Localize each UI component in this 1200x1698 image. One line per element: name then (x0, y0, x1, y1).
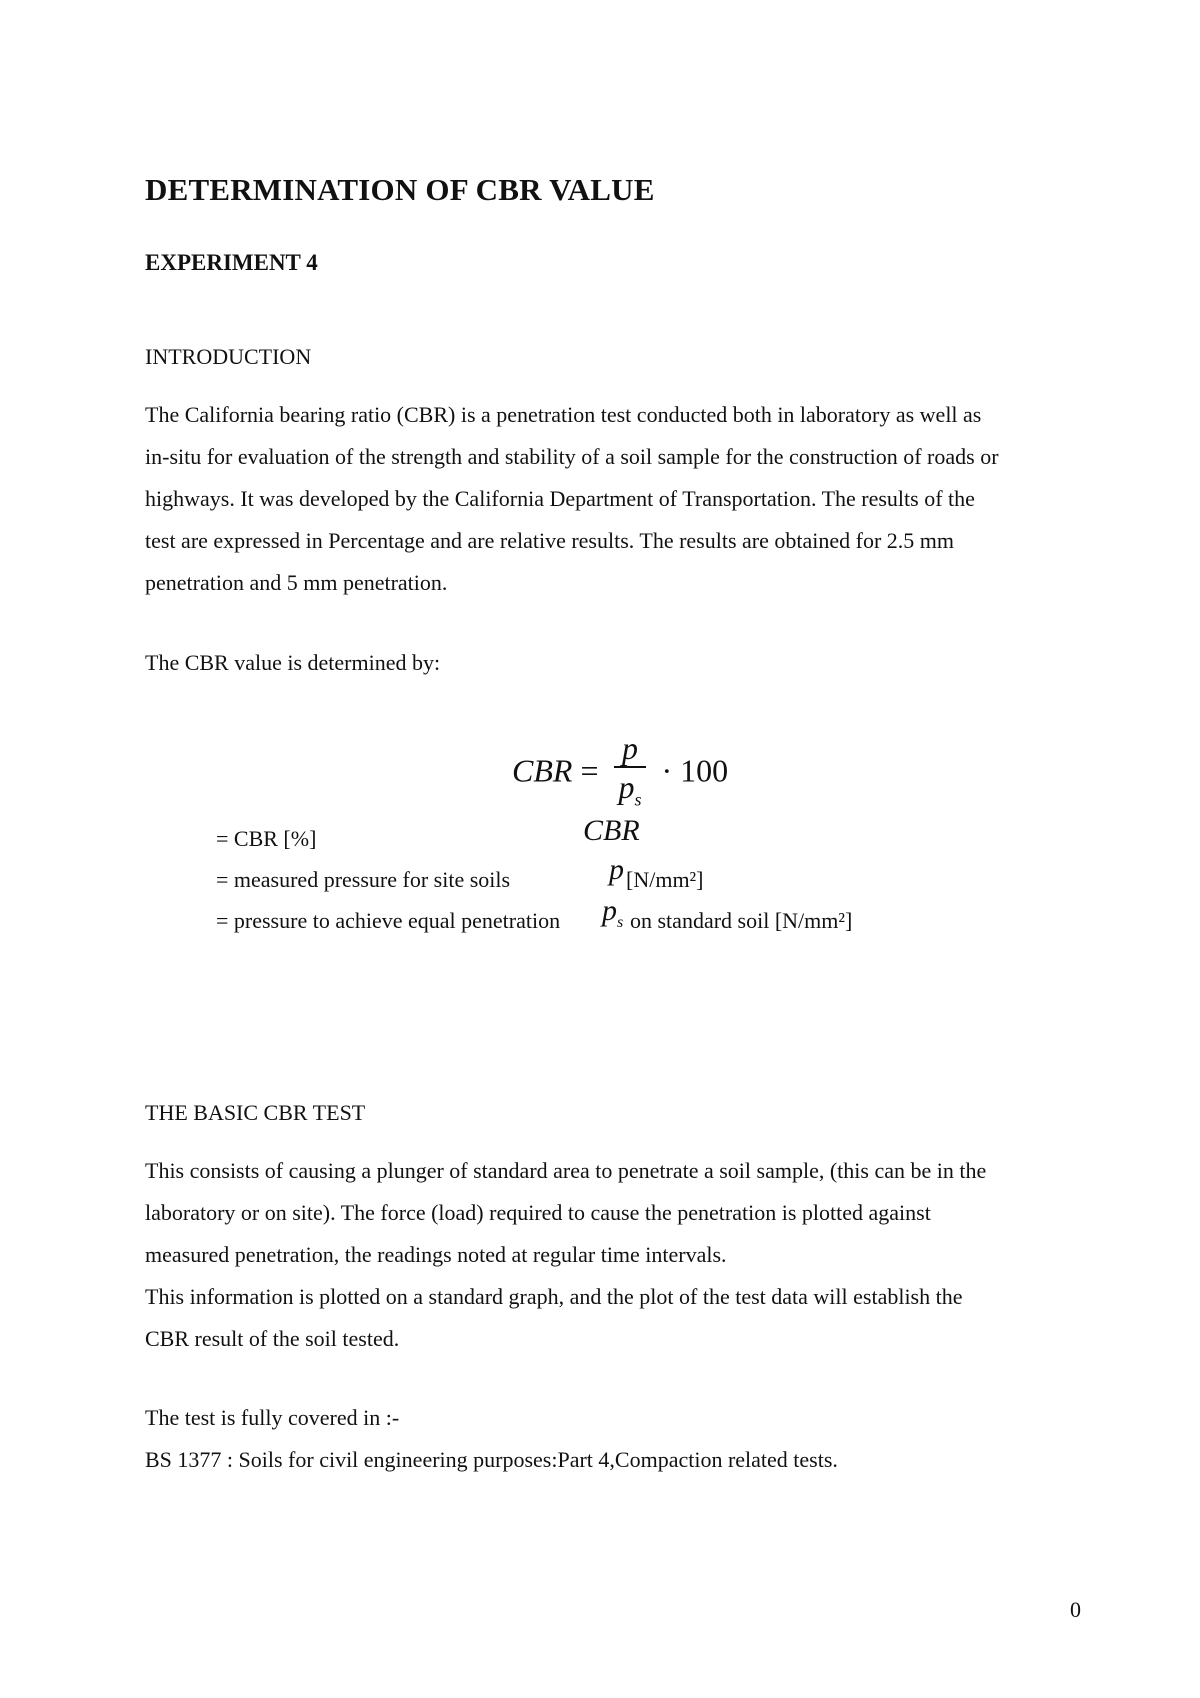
definition-unit: [N/mm²] (626, 867, 704, 892)
definition-symbol-subscript: s (617, 914, 624, 931)
definition-p (216, 853, 704, 900)
intro-line: penetration and 5 mm penetration. (145, 570, 448, 595)
intro-line: test are expressed in Percentage and are relative results. The results are obtained for 2.5 mm (145, 528, 955, 553)
definition-symbol: p (609, 853, 624, 886)
formula-lhs: CBR (512, 752, 573, 789)
basic-test-line: This information is plotted on a standard graph, and the plot of the test data will establish the (145, 1284, 963, 1309)
formula-operator: · (661, 752, 673, 789)
intro-line: in-situ for evaluation of the strength and stability of a soil sample for the construction of roads or (145, 444, 999, 469)
definition-symbol: CBR (583, 814, 640, 847)
intro-line: The California bearing ratio (CBR) is a penetration test conducted both in laboratory as well as (145, 402, 982, 427)
formula-denominator-base: p (618, 769, 635, 805)
formula-denominator-subscript: s (634, 789, 642, 810)
basic-test-line: measured penetration, the readings noted at regular time intervals. (145, 1242, 727, 1267)
formula-fraction (614, 730, 645, 818)
cbr-formula (512, 730, 728, 818)
definition-cbr (216, 814, 640, 859)
standard-reference: BS 1377 : Soils for civil engineering purposes:Part 4,Compaction related tests. (145, 1447, 838, 1472)
formula-numerator: p (621, 730, 638, 766)
definition-ps (216, 894, 853, 941)
symbol-definitions (216, 814, 853, 941)
definition-symbol-base: p (602, 894, 617, 927)
coverage-lead-text: The test is fully covered in :- (145, 1405, 400, 1430)
definition-text: = CBR [%] (216, 826, 317, 851)
formula-constant: 100 (680, 752, 729, 789)
definition-unit: on standard soil [N/mm²] (630, 908, 853, 933)
definition-text: = measured pressure for site soils (216, 867, 511, 892)
formula-equals: = (580, 752, 599, 789)
document-title: DETERMINATION OF CBR VALUE (145, 172, 655, 207)
page-number: 0 (1070, 1597, 1081, 1622)
basic-test-heading: THE BASIC CBR TEST (145, 1100, 366, 1125)
basic-test-line: laboratory or on site). The force (load) required to cause the penetration is plotted against (145, 1200, 931, 1225)
basic-test-line: CBR result of the soil tested. (145, 1326, 400, 1351)
formula-lead-text: The CBR value is determined by: (145, 650, 441, 675)
intro-line: highways. It was developed by the California Department of Transportation. The results of the (145, 486, 975, 511)
experiment-number: EXPERIMENT 4 (145, 250, 318, 275)
introduction-heading: INTRODUCTION (145, 344, 312, 369)
definition-text: = pressure to achieve equal penetration (216, 908, 561, 933)
introduction-paragraph (145, 394, 1090, 604)
basic-test-paragraph (145, 1150, 1090, 1360)
definition-symbol (602, 890, 623, 943)
basic-test-line: This consists of causing a plunger of standard area to penetrate a soil sample, (this can be in the (145, 1158, 987, 1183)
